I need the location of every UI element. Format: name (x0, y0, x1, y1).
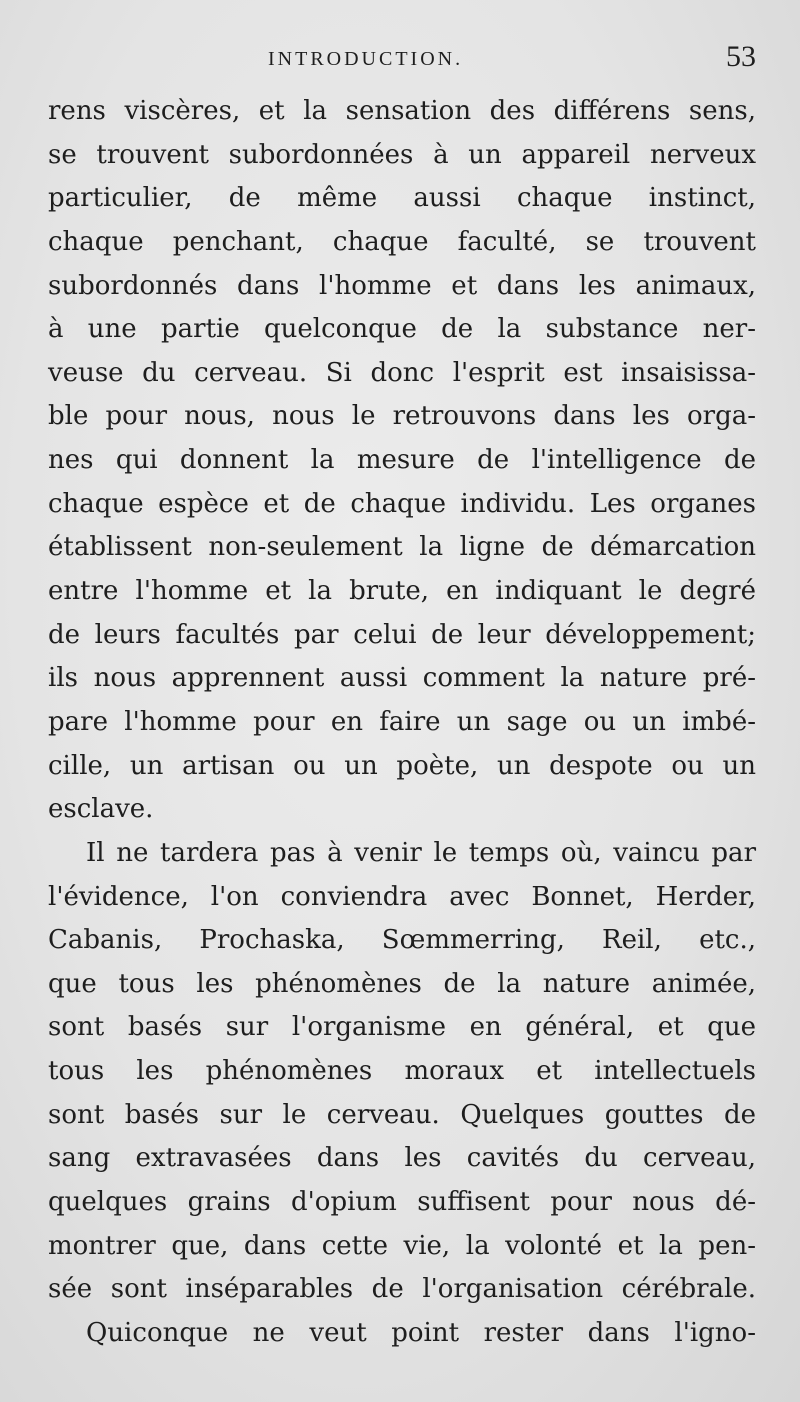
text-line: sang extravasées dans les cavités du cerveau, (48, 1143, 756, 1174)
paragraph-start-line: Quiconque ne veut point rester dans l'igno- (86, 1317, 756, 1348)
text-line: nes qui donnent la mesure de l'intelligence de (48, 445, 756, 476)
text-line: entre l'homme et la brute, en indiquant le degré (48, 576, 756, 607)
text-line: à une partie quelconque de la substance ner- (48, 314, 756, 345)
text-line: sée sont inséparables de l'organisation cérébrale. (48, 1274, 756, 1305)
text-line: tous les phénomènes moraux et intellectuels (48, 1056, 756, 1087)
text-line: montrer que, dans cette vie, la volonté et la pen- (48, 1230, 756, 1261)
text-line: particulier, de même aussi chaque instinct, (48, 183, 756, 214)
text-line: l'évidence, l'on conviendra avec Bonnet, Herder, (48, 881, 756, 912)
page-header (0, 40, 800, 80)
paragraph-start-line: Il ne tardera pas à venir le temps où, vaincu par (86, 837, 756, 868)
text-line: chaque espèce et de chaque individu. Les organes (48, 488, 756, 519)
text-line: cille, un artisan ou un poète, un despote ou un (48, 750, 756, 781)
text-line: pare l'homme pour en faire un sage ou un imbé- (48, 706, 756, 737)
text-line: ble pour nous, nous le retrouvons dans les orga- (48, 401, 756, 432)
text-line: sont basés sur l'organisme en général, et que (48, 1012, 756, 1043)
text-line: rens viscères, et la sensation des différens sens, (48, 96, 756, 126)
text-line: établissent non-seulement la ligne de démarcation (48, 532, 756, 563)
paragraph-end-line: esclave. (48, 794, 154, 825)
page-number: 53 (726, 40, 756, 73)
text-line: se trouvent subordonnées à un appareil nerveux (48, 139, 756, 170)
body-text (48, 90, 756, 1356)
text-line: chaque penchant, chaque faculté, se trouvent (48, 226, 756, 257)
text-line: de leurs facultés par celui de leur développement; (48, 619, 756, 650)
text-line: subordonnés dans l'homme et dans les animaux, (48, 270, 756, 301)
text-line: veuse du cerveau. Si donc l'esprit est insaisissa- (48, 357, 756, 388)
text-line: Cabanis, Prochaska, Sœmmerring, Reil, etc., (48, 925, 756, 956)
text-line: ils nous apprennent aussi comment la nature pré- (48, 663, 756, 694)
running-title: INTRODUCTION. (268, 48, 464, 70)
text-line: que tous les phénomènes de la nature animée, (48, 968, 756, 999)
text-line: sont basés sur le cerveau. Quelques gouttes de (48, 1099, 756, 1130)
text-line: quelques grains d'opium suffisent pour nous dé- (48, 1187, 756, 1218)
